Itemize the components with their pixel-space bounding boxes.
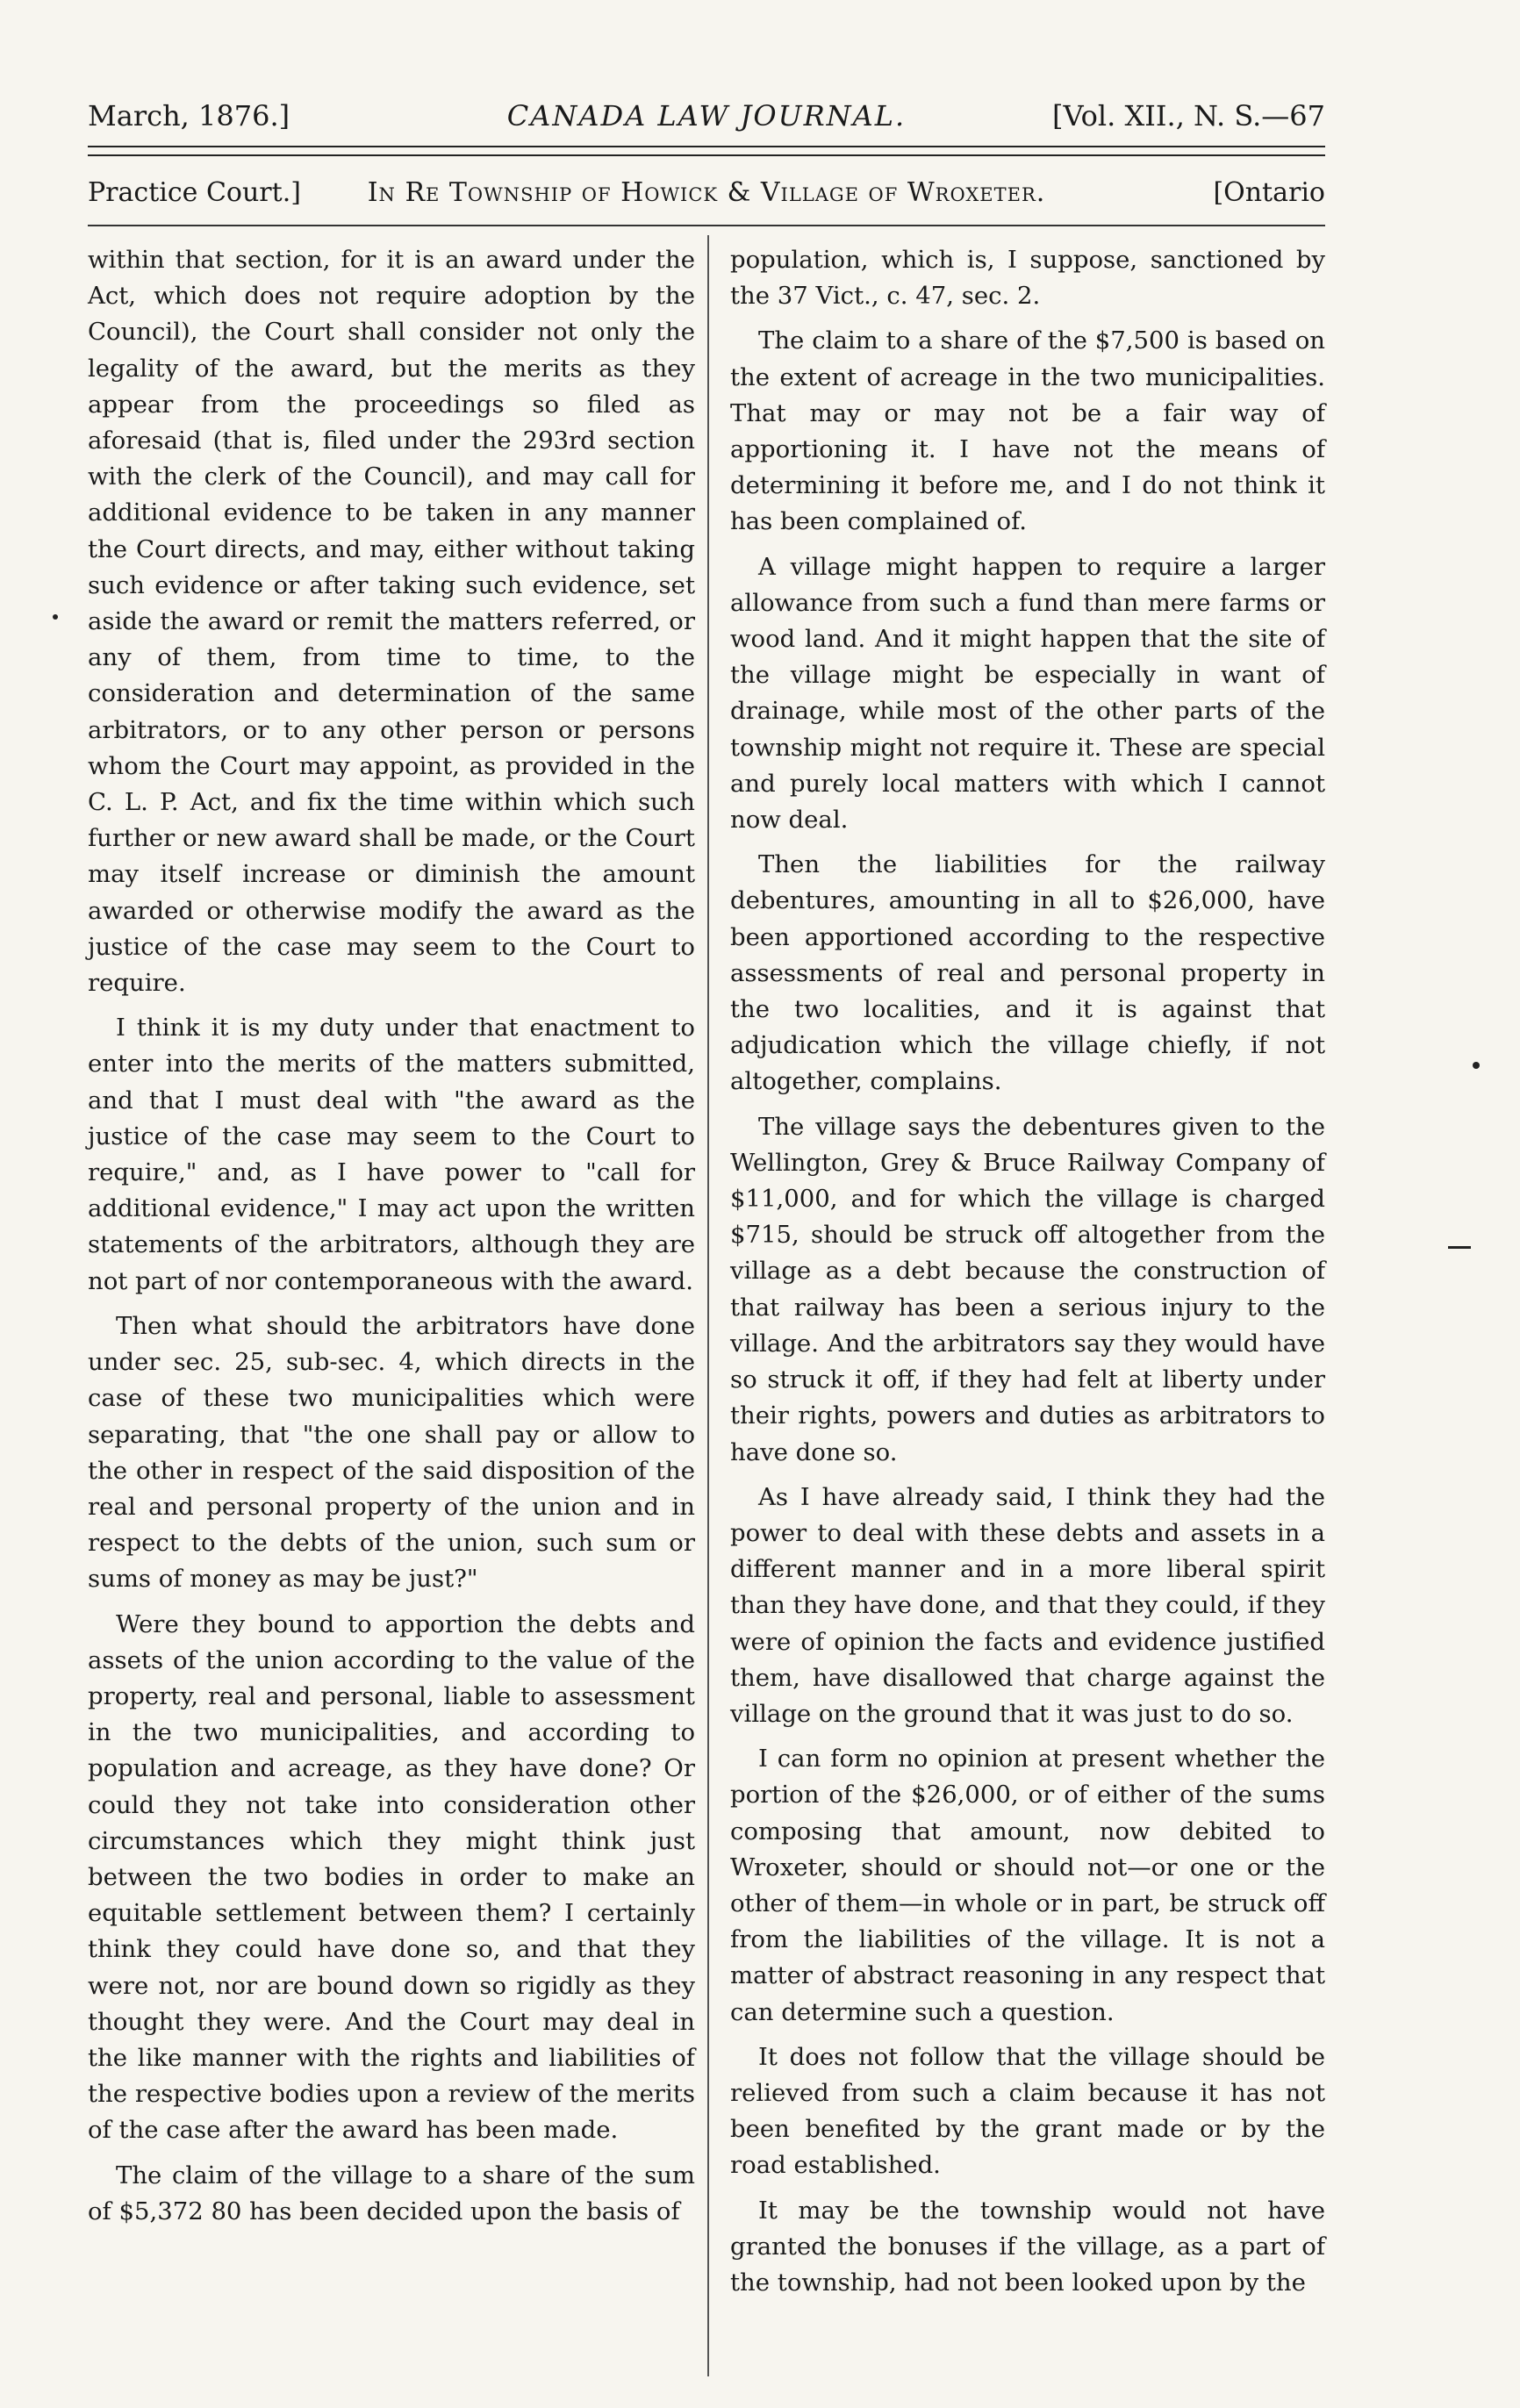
case-header (88, 172, 1325, 214)
paragraph: A village might happen to require a larger allowance from such a fund than mere farms or wood land. And it might happen that the site of the village might be especially in want of drainage, while most of the other parts of the township might not require it. These are special and purely local matters with which I cannot now deal. (730, 552, 1325, 835)
paragraph: It may be the township would not have granted the bonuses if the village, as a part of the township, had not been looked upon by the (730, 2196, 1325, 2297)
paragraph: The village says the debentures given to the Wellington, Grey & Bruce Railway Company of $11,000, and for which the village is charged $715, should be struck off altogether from the village as a debt because the construction of that railway has been a serious injury to the village. And the arbitrators say they would have so struck it off, if they had felt at liberty under their rights, powers and duties as arbitrators to have done so. (730, 1112, 1325, 1466)
province-label: [Ontario (1213, 177, 1325, 208)
margin-dot (1473, 1062, 1480, 1069)
paragraph: The claim of the village to a share of the sum of $5,372 80 has been decided upon the basis of (88, 2161, 695, 2225)
paragraph: It does not follow that the village should be relieved from such a claim because it has not been benefited by the grant made or by the road established. (730, 2042, 1325, 2180)
paragraph: I think it is my duty under that enactment to enter into the merits of the matters submitted, and that I must deal with "the award as the justice of the case may seem to the Court to require," and, as I have power to "call for additional evidence," I may act upon the written statements of the arbitrators, although they are not part of nor contemporaneous with the award. (88, 1014, 695, 1295)
paragraph: Then what should the arbitrators have done under sec. 25, sub-sec. 4, which directs in the case of these two municipalities which were separating, that "the one shall pay or allow to the other in respect of the said disposition of the real and personal property of the union and in respect to the debts of the union, such sum or sums of money as may be just?" (88, 1311, 695, 1594)
margin-dash (1448, 1246, 1471, 1249)
case-title: In Re Township of Howick & Village of Wroxeter. (367, 177, 1046, 208)
subheader-rule (88, 225, 1325, 226)
header-double-rule (88, 146, 1325, 156)
paragraph: within that section, for it is an award under the Act, which does not require adoption by the Council), the Court shall consider not only the legality of the award, but the merits as they appear from the proceedings so filed as aforesaid (that is, filed under the 293rd section with the clerk of the Council), and may call for additional evidence to be taken in any manner the Court directs, and may, either without taking such evidence or after taking such evidence, set aside the award or remit the matters referred, or any of them, from time to time, to the consideration and determination of the same arbitrators, or to any other person or persons whom the Court may appoint, as provided in the C. L. P. Act, and fix the time within which such further or new award shall be made, or the Court may itself increase or diminish the amount awarded or otherwise modify the award as the justice of the case may seem to the Court to require. (88, 246, 695, 998)
margin-dot (53, 614, 58, 620)
issue-date: March, 1876.] (88, 99, 290, 133)
paragraph: Then the liabilities for the railway debentures, amounting in all to $26,000, have been apportioned according to the respective assessments of real and personal property in the two localities, and it is against that adjudication which the village chiefly, if not altogether, complains. (730, 850, 1325, 1096)
paragraph: population, which is, I suppose, sanctioned by the 37 Vict., c. 47, sec. 2. (730, 246, 1325, 311)
left-column (88, 242, 695, 2239)
journal-title: CANADA LAW JOURNAL. (506, 99, 907, 133)
paragraph: Were they bound to apportion the debts and assets of the union according to the value of the property, real and personal, liable to assessment in the two municipalities, and according to population and acreage, as they have done? Or could they not take into consideration other circumstances which they might think just between the two bodies in order to make an equitable settlement between them? I certainly think they could have done so, and that they were not, nor are bound down so rigidly as they thought they were. And the Court may deal in the like manner with the rights and liabilities of the respective bodies upon a review of the merits of the case after the award has been made. (88, 1609, 695, 2145)
court-name: Practice Court.] (88, 177, 301, 208)
volume-page-number: [Vol. XII., N. S.—67 (1051, 99, 1325, 133)
paragraph: As I have already said, I think they had the power to deal with these debts and assets in a different manner and in a more liberal spirit than they have done, and that they could, if they were of opinion the facts and evidence justified them, have disallowed that charge against the village on the ground that it was just to do so. (730, 1482, 1325, 1728)
column-divider (707, 235, 709, 2376)
paragraph: The claim to a share of the $7,500 is based on the extent of acreage in the two municipalities. That may or may not be a fair way of apportioning it. I have not the means of determining it before me, and I do not think it has been complained of. (730, 326, 1325, 536)
running-header (88, 95, 1325, 137)
paragraph: I can form no opinion at present whether the portion of the $26,000, or of either of the sums composing that amount, now debited to Wroxeter, should or should not—or one or the other of them—in whole or in part, be struck off from the liabilities of the village. It is not a matter of abstract reasoning in any respect that can determine such a question. (730, 1745, 1325, 2026)
right-column (730, 242, 1325, 2310)
